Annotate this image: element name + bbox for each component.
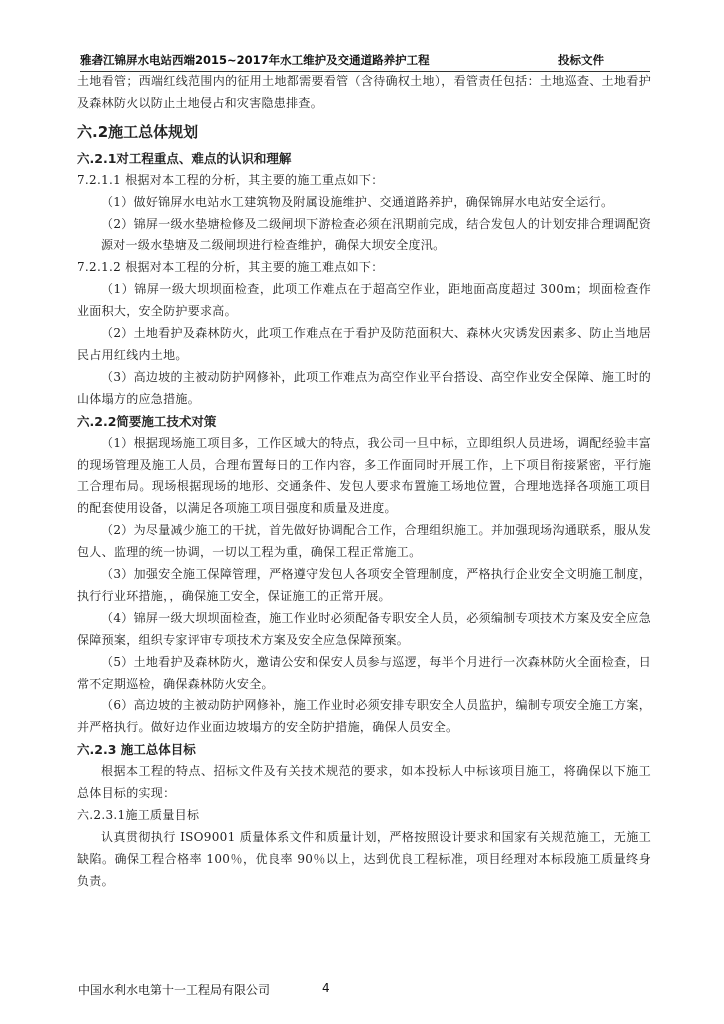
page-number: 4: [322, 981, 330, 995]
quality-goal: 认真贯彻执行 ISO9001 质量体系文件和质量计划，严格按照设计要求和国家有关规范施工，无施工缺陷。确保工程合格率 100％，优良率 90％以上，达到优良工程标准，项目经理对本标段施工质量终身负责。: [77, 829, 651, 888]
page-header: [80, 52, 650, 72]
tech-measure-4: （4）锦屏一级大坝坝面检查，施工作业时必须配备专职安全人员，必须编制专项技术方案及安全应急保障预案，组织专家评审专项技术方案及安全应急保障预案。: [77, 610, 651, 647]
tech-measure-3: （3）加强安全施工保障管理，严格遵守发包人各项安全管理制度，严格执行企业安全文明施工制度，执行行业环措施，，确保施工安全，保证施工的正常开展。: [77, 567, 651, 603]
section-heading-6-2-2: 六.2.2简要施工技术对策: [77, 413, 217, 429]
section-heading-6-2-3-1: 六.2.3.1施工质量目标: [77, 808, 200, 822]
key-point-2: （2）锦屏一级水垫塘检修及二级闸坝下游检查必须在汛期前完成，结合发包人的计划安排合理调配资源对一级水垫塘及二级闸坝进行检查维护，确保大坝安全度汛。: [101, 216, 651, 253]
section-heading-6-2: 六.2施工总体规划: [77, 122, 199, 141]
difficulty-2: （2）土地看护及森林防火，此项工作难点在于看护及防范面积大、森林火灾诱发因素多、防止当地居民占用红线内土地。: [77, 326, 651, 362]
section-heading-6-2-3: 六.2.3 施工总体目标: [77, 742, 196, 758]
section-heading-6-2-1: 六.2.1对工程重点、难点的认识和理解: [77, 150, 292, 166]
page-content: [77, 71, 651, 893]
paragraph-7-2-1-1: 7.2.1.1 根据对本工程的分析，其主要的施工重点如下：: [77, 172, 384, 187]
footer-company: 中国水利水电第十一工程局有限公司: [78, 983, 271, 997]
tech-measure-1: （1）根据现场施工项目多，工作区域大的特点，我公司一旦中标，立即组织人员进场，调配经验丰富的现场管理及施工人员，合理布置每日的工作内容，多工作面同时开展工作，上下项目衔接紧密，平行施工合理布局。现场根据现场的地形、交通条件、发包人要求布置施工场地位置，合理地选择各项施工项目的配套使用设备，以满足各项施工项目强度和质量及进度。: [77, 435, 651, 516]
header-doc-type: 投标文件: [558, 53, 604, 67]
difficulty-1: （1）锦屏一级大坝坝面检查，此项工作难点在于超高空作业，距地面高度超过 300m；坝面检查作业面积大，安全防护要求高。: [77, 282, 651, 319]
paragraph-land-custody: 土地看管；西端红线范围内的征用土地都需要看管（含待确权土地），看管责任包括：土地巡查、土地看护及森林防火以防止土地侵占和灾害隐患排查。: [77, 74, 651, 110]
tech-measure-6: （6）高边坡的主被动防护网修补，施工作业时必须安排专职安全人员监护，编制专项安全施工方案，并严格执行。做好边作业面边坡塌方的安全防护措施，确保人员安全。: [77, 698, 651, 735]
paragraph-7-2-1-2: 7.2.1.2 根据对本工程的分析，其主要的施工难点如下：: [77, 260, 384, 275]
header-title: 雅砻江锦屏水电站西端2015~2017年水工维护及交通道路养护工程: [80, 53, 430, 67]
key-point-1: （1）做好锦屏水电站水工建筑物及附属设施维护、交通道路养护，确保锦屏水电站安全运行。: [101, 194, 614, 209]
goal-intro: 根据本工程的特点、招标文件及有关技术规范的要求，如本投标人中标该项目施工，将确保以下施工总体目标的实现：: [77, 764, 651, 801]
tech-measure-5: （5）土地看护及森林防火，邀请公安和保安人员参与巡逻，每半个月进行一次森林防火全面检查，日常不定期巡检，确保森林防火安全。: [77, 654, 651, 691]
page-footer: [78, 981, 330, 998]
tech-measure-2: （2）为尽量减少施工的干扰，首先做好协调配合工作，合理组织施工。并加强现场沟通联系，服从发包人、监理的统一协调，一切以工程为重，确保工程正常施工。: [77, 523, 651, 560]
difficulty-3: （3）高边坡的主被动防护网修补，此项工作难点为高空作业平台搭设、高空作业安全保障、施工时的山体塌方的应急措施。: [77, 369, 651, 406]
